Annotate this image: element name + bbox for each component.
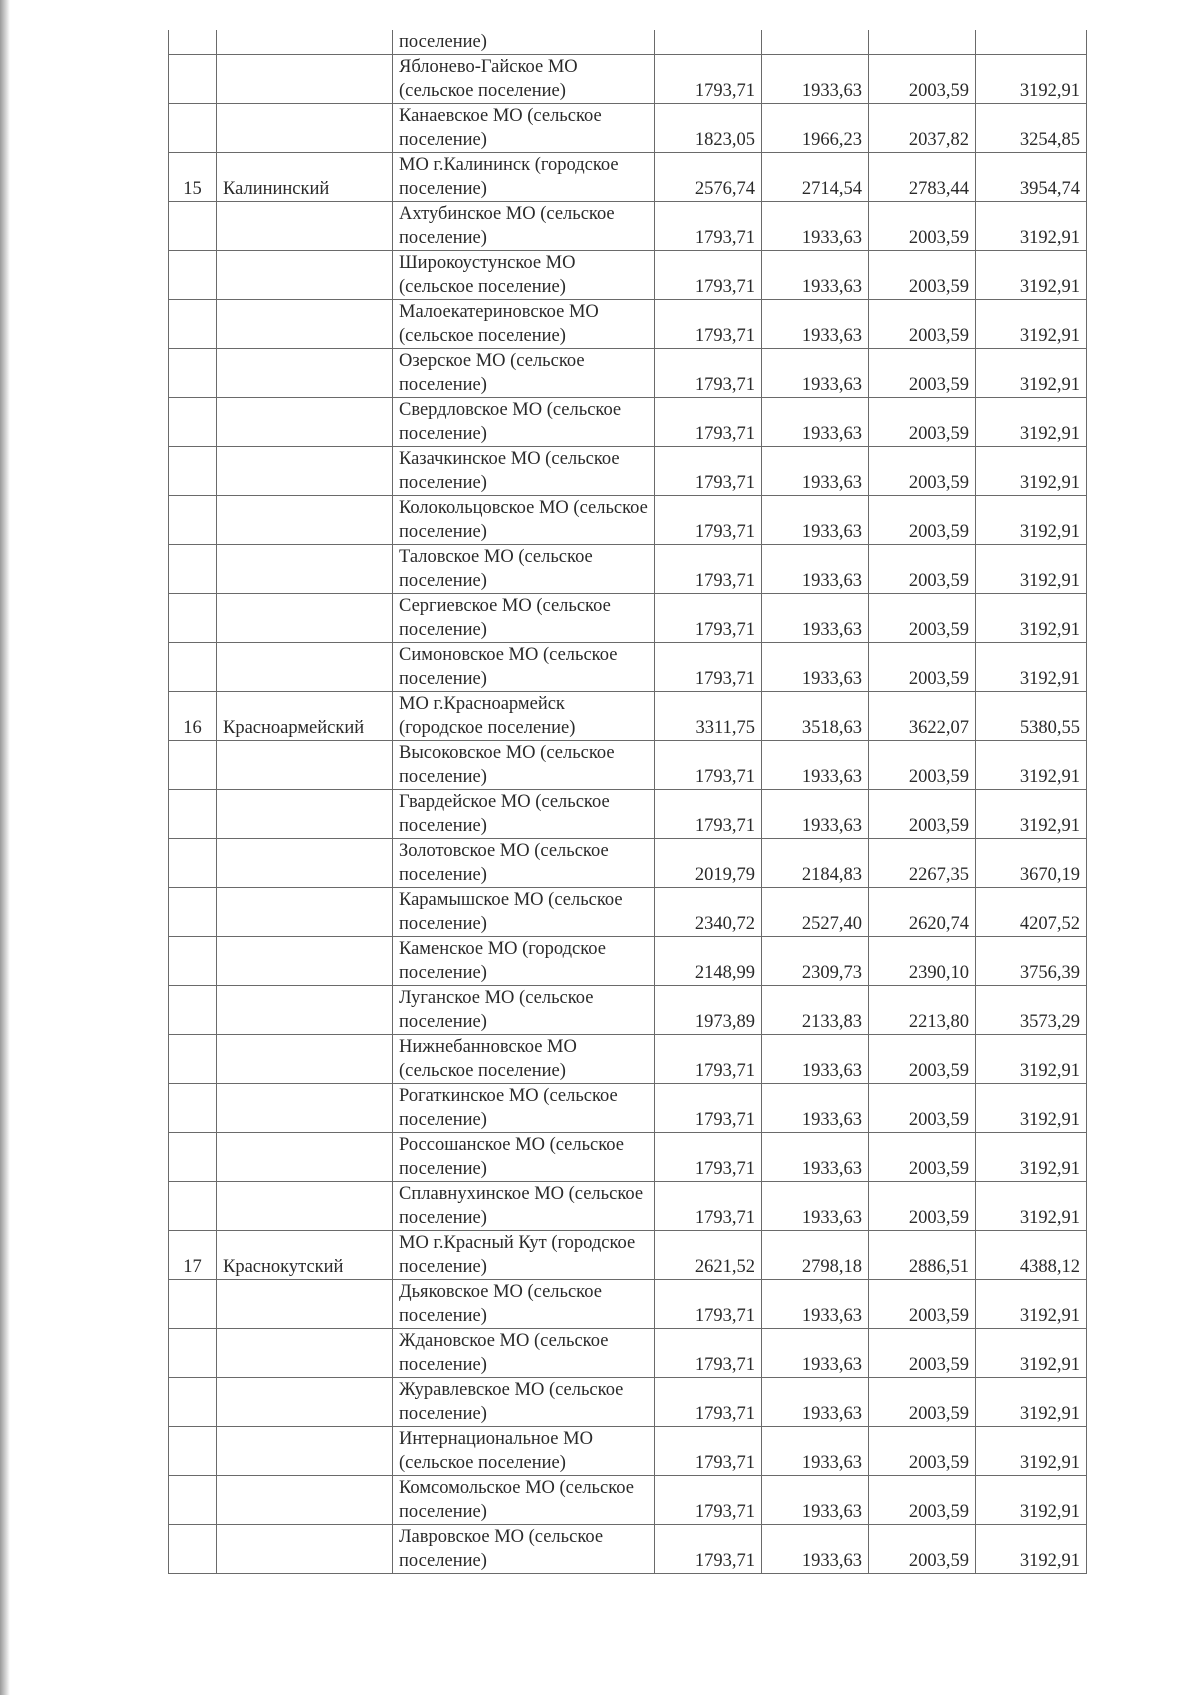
- row-number-cell: [169, 300, 217, 349]
- table-row: [169, 104, 1087, 153]
- row-number-cell: [169, 202, 217, 251]
- municipality-cell: Широкоустунское МО (сельское поселение): [393, 251, 655, 300]
- table-row: [169, 1378, 1087, 1427]
- value-cell-4: 3192,91: [976, 398, 1087, 447]
- value-cell-3: 2003,59: [869, 349, 976, 398]
- district-cell: [217, 545, 393, 594]
- table-row: [169, 1035, 1087, 1084]
- value-cell-4: 3192,91: [976, 545, 1087, 594]
- value-cell-1: 2576,74: [655, 153, 762, 202]
- value-cell-3: 2003,59: [869, 1280, 976, 1329]
- district-cell: Краснокутский: [217, 1231, 393, 1280]
- municipality-cell: Симоновское МО (сельское поселение): [393, 643, 655, 692]
- row-number-cell: [169, 30, 217, 55]
- value-cell-1: 1793,71: [655, 1329, 762, 1378]
- value-cell-1: 1793,71: [655, 55, 762, 104]
- value-cell-3: 2003,59: [869, 447, 976, 496]
- municipality-cell: Яблонево-Гайское МО (сельское поселение): [393, 55, 655, 104]
- value-cell-1: 1793,71: [655, 1476, 762, 1525]
- municipality-cell: Дьяковское МО (сельское поселение): [393, 1280, 655, 1329]
- value-cell-1: 1793,71: [655, 447, 762, 496]
- value-cell-4: 3192,91: [976, 1378, 1087, 1427]
- row-number-cell: 17: [169, 1231, 217, 1280]
- row-number-cell: [169, 447, 217, 496]
- value-cell-2: 1966,23: [762, 104, 869, 153]
- value-cell-2: 2133,83: [762, 986, 869, 1035]
- district-cell: [217, 839, 393, 888]
- value-cell-4: 3192,91: [976, 349, 1087, 398]
- value-cell-2: 1933,63: [762, 1476, 869, 1525]
- value-cell-2: 2309,73: [762, 937, 869, 986]
- value-cell-3: 2003,59: [869, 251, 976, 300]
- value-cell-4: 3192,91: [976, 1133, 1087, 1182]
- value-cell-2: 1933,63: [762, 447, 869, 496]
- municipality-cell: МО г.Красноармейск (городское поселение): [393, 692, 655, 741]
- value-cell-4: 3192,91: [976, 741, 1087, 790]
- district-cell: [217, 1378, 393, 1427]
- value-cell-3: 3622,07: [869, 692, 976, 741]
- municipality-cell: МО г.Калининск (городское поселение): [393, 153, 655, 202]
- value-cell-4: 5380,55: [976, 692, 1087, 741]
- table-row: [169, 1329, 1087, 1378]
- municipality-cell: Канаевское МО (сельское поселение): [393, 104, 655, 153]
- table-row: [169, 692, 1087, 741]
- value-cell-4: 3192,91: [976, 55, 1087, 104]
- value-cell-2: 2184,83: [762, 839, 869, 888]
- value-cell-2: 2798,18: [762, 1231, 869, 1280]
- district-cell: [217, 55, 393, 104]
- municipality-cell: поселение): [393, 30, 655, 55]
- value-cell-4: 3192,91: [976, 251, 1087, 300]
- value-cell-4: 3192,91: [976, 1525, 1087, 1574]
- table-row: [169, 545, 1087, 594]
- value-cell-4: 3192,91: [976, 447, 1087, 496]
- document-page: [168, 30, 1086, 1574]
- row-number-cell: [169, 888, 217, 937]
- table-row: [169, 30, 1087, 55]
- value-cell-3: 2003,59: [869, 1329, 976, 1378]
- municipality-cell: Лавровское МО (сельское поселение): [393, 1525, 655, 1574]
- value-cell-1: 1793,71: [655, 741, 762, 790]
- district-cell: [217, 300, 393, 349]
- value-cell-2: 3518,63: [762, 692, 869, 741]
- municipality-cell: Каменское МО (городское поселение): [393, 937, 655, 986]
- value-cell-2: 1933,63: [762, 1378, 869, 1427]
- municipality-cell: Ахтубинское МО (сельское поселение): [393, 202, 655, 251]
- value-cell-4: 3192,91: [976, 1427, 1087, 1476]
- value-cell-3: [869, 30, 976, 55]
- municipality-cell: Рогаткинское МО (сельское поселение): [393, 1084, 655, 1133]
- table-row: [169, 349, 1087, 398]
- value-cell-2: 1933,63: [762, 1280, 869, 1329]
- value-cell-4: 4388,12: [976, 1231, 1087, 1280]
- value-cell-3: 2003,59: [869, 790, 976, 839]
- row-number-cell: [169, 986, 217, 1035]
- value-cell-1: 1793,71: [655, 1525, 762, 1574]
- row-number-cell: 15: [169, 153, 217, 202]
- municipality-cell: Таловское МО (сельское поселение): [393, 545, 655, 594]
- value-cell-3: 2003,59: [869, 643, 976, 692]
- municipality-cell: Россошанское МО (сельское поселение): [393, 1133, 655, 1182]
- municipality-cell: Журавлевское МО (сельское поселение): [393, 1378, 655, 1427]
- table-row: [169, 300, 1087, 349]
- value-cell-1: 1793,71: [655, 790, 762, 839]
- district-cell: [217, 1182, 393, 1231]
- value-cell-2: 1933,63: [762, 1329, 869, 1378]
- value-cell-1: 1793,71: [655, 545, 762, 594]
- value-cell-4: 3192,91: [976, 1476, 1087, 1525]
- value-cell-1: 1793,71: [655, 1133, 762, 1182]
- value-cell-4: 3192,91: [976, 790, 1087, 839]
- municipality-cell: Свердловское МО (сельское поселение): [393, 398, 655, 447]
- row-number-cell: [169, 1525, 217, 1574]
- municipality-cell: Колокольцовское МО (сельское поселение): [393, 496, 655, 545]
- row-number-cell: 16: [169, 692, 217, 741]
- value-cell-2: 1933,63: [762, 1035, 869, 1084]
- row-number-cell: [169, 349, 217, 398]
- district-cell: Красноармейский: [217, 692, 393, 741]
- value-cell-2: [762, 30, 869, 55]
- value-cell-3: 2003,59: [869, 398, 976, 447]
- value-cell-4: 3192,91: [976, 202, 1087, 251]
- value-cell-1: 1793,71: [655, 300, 762, 349]
- district-cell: [217, 30, 393, 55]
- table-row: [169, 398, 1087, 447]
- value-cell-3: 2783,44: [869, 153, 976, 202]
- municipality-cell: Сплавнухинское МО (сельское поселение): [393, 1182, 655, 1231]
- row-number-cell: [169, 1280, 217, 1329]
- municipality-cell: Малоекатериновское МО (сельское поселение): [393, 300, 655, 349]
- row-number-cell: [169, 937, 217, 986]
- value-cell-4: 3670,19: [976, 839, 1087, 888]
- value-cell-3: 2620,74: [869, 888, 976, 937]
- table-row: [169, 55, 1087, 104]
- value-cell-4: 3756,39: [976, 937, 1087, 986]
- row-number-cell: [169, 1427, 217, 1476]
- value-cell-4: 3954,74: [976, 153, 1087, 202]
- value-cell-4: 3192,91: [976, 643, 1087, 692]
- value-cell-3: 2003,59: [869, 1084, 976, 1133]
- district-cell: [217, 888, 393, 937]
- value-cell-4: 3192,91: [976, 1182, 1087, 1231]
- value-cell-3: 2003,59: [869, 594, 976, 643]
- district-cell: [217, 986, 393, 1035]
- table-row: [169, 1182, 1087, 1231]
- table-row: [169, 741, 1087, 790]
- row-number-cell: [169, 545, 217, 594]
- value-cell-1: 1793,71: [655, 1084, 762, 1133]
- value-cell-1: 2340,72: [655, 888, 762, 937]
- row-number-cell: [169, 496, 217, 545]
- value-cell-3: 2003,59: [869, 1476, 976, 1525]
- value-cell-4: 3192,91: [976, 1084, 1087, 1133]
- value-cell-2: 1933,63: [762, 496, 869, 545]
- value-cell-3: 2886,51: [869, 1231, 976, 1280]
- district-cell: [217, 349, 393, 398]
- table-row: [169, 1231, 1087, 1280]
- row-number-cell: [169, 1329, 217, 1378]
- district-cell: [217, 202, 393, 251]
- district-cell: [217, 1035, 393, 1084]
- district-cell: [217, 251, 393, 300]
- table-row: [169, 1133, 1087, 1182]
- district-cell: [217, 594, 393, 643]
- value-cell-3: 2003,59: [869, 1035, 976, 1084]
- table-row: [169, 594, 1087, 643]
- value-cell-3: 2267,35: [869, 839, 976, 888]
- value-cell-1: 1823,05: [655, 104, 762, 153]
- value-cell-1: [655, 30, 762, 55]
- row-number-cell: [169, 741, 217, 790]
- value-cell-2: 2714,54: [762, 153, 869, 202]
- table-row: [169, 153, 1087, 202]
- row-number-cell: [169, 55, 217, 104]
- row-number-cell: [169, 398, 217, 447]
- district-cell: [217, 1280, 393, 1329]
- row-number-cell: [169, 1084, 217, 1133]
- value-cell-1: 1973,89: [655, 986, 762, 1035]
- value-cell-1: 2148,99: [655, 937, 762, 986]
- value-cell-2: 1933,63: [762, 251, 869, 300]
- value-cell-1: 1793,71: [655, 594, 762, 643]
- value-cell-2: 1933,63: [762, 643, 869, 692]
- municipality-cell: Нижнебанновское МО (сельское поселение): [393, 1035, 655, 1084]
- district-cell: [217, 496, 393, 545]
- value-cell-1: 1793,71: [655, 251, 762, 300]
- value-cell-4: 3192,91: [976, 300, 1087, 349]
- value-cell-4: 3254,85: [976, 104, 1087, 153]
- value-cell-3: 2003,59: [869, 741, 976, 790]
- municipality-cell: Гвардейское МО (сельское поселение): [393, 790, 655, 839]
- value-cell-3: 2003,59: [869, 1525, 976, 1574]
- tariff-table: [168, 30, 1087, 1574]
- value-cell-2: 1933,63: [762, 55, 869, 104]
- district-cell: [217, 447, 393, 496]
- value-cell-1: 2621,52: [655, 1231, 762, 1280]
- value-cell-4: 3192,91: [976, 594, 1087, 643]
- scan-edge-shadow: [0, 0, 10, 1695]
- row-number-cell: [169, 1133, 217, 1182]
- value-cell-1: 3311,75: [655, 692, 762, 741]
- value-cell-3: 2037,82: [869, 104, 976, 153]
- value-cell-3: 2003,59: [869, 55, 976, 104]
- district-cell: [217, 937, 393, 986]
- district-cell: [217, 1476, 393, 1525]
- value-cell-2: 1933,63: [762, 1182, 869, 1231]
- table-row: [169, 1084, 1087, 1133]
- value-cell-3: 2003,59: [869, 545, 976, 594]
- municipality-cell: Казачкинское МО (сельское поселение): [393, 447, 655, 496]
- district-cell: [217, 1525, 393, 1574]
- value-cell-2: 1933,63: [762, 1133, 869, 1182]
- value-cell-3: 2003,59: [869, 496, 976, 545]
- table-row: [169, 1280, 1087, 1329]
- municipality-cell: Луганское МО (сельское поселение): [393, 986, 655, 1035]
- value-cell-3: 2390,10: [869, 937, 976, 986]
- table-row: [169, 888, 1087, 937]
- value-cell-1: 1793,71: [655, 349, 762, 398]
- value-cell-4: 3192,91: [976, 496, 1087, 545]
- value-cell-3: 2003,59: [869, 1427, 976, 1476]
- municipality-cell: Высоковское МО (сельское поселение): [393, 741, 655, 790]
- value-cell-2: 1933,63: [762, 790, 869, 839]
- value-cell-4: 3192,91: [976, 1280, 1087, 1329]
- value-cell-1: 1793,71: [655, 1280, 762, 1329]
- table-row: [169, 1525, 1087, 1574]
- row-number-cell: [169, 790, 217, 839]
- value-cell-4: [976, 30, 1087, 55]
- row-number-cell: [169, 643, 217, 692]
- district-cell: Калининский: [217, 153, 393, 202]
- value-cell-1: 1793,71: [655, 1378, 762, 1427]
- value-cell-4: 3192,91: [976, 1035, 1087, 1084]
- municipality-cell: Золотовское МО (сельское поселение): [393, 839, 655, 888]
- row-number-cell: [169, 1182, 217, 1231]
- district-cell: [217, 1084, 393, 1133]
- district-cell: [217, 790, 393, 839]
- value-cell-1: 1793,71: [655, 643, 762, 692]
- municipality-cell: Озерское МО (сельское поселение): [393, 349, 655, 398]
- value-cell-1: 1793,71: [655, 1427, 762, 1476]
- value-cell-2: 1933,63: [762, 398, 869, 447]
- value-cell-2: 1933,63: [762, 594, 869, 643]
- district-cell: [217, 1329, 393, 1378]
- value-cell-1: 1793,71: [655, 202, 762, 251]
- table-row: [169, 643, 1087, 692]
- table-row: [169, 202, 1087, 251]
- table-body: [169, 30, 1087, 1574]
- value-cell-2: 1933,63: [762, 349, 869, 398]
- row-number-cell: [169, 1378, 217, 1427]
- table-row: [169, 937, 1087, 986]
- district-cell: [217, 1133, 393, 1182]
- value-cell-1: 1793,71: [655, 1035, 762, 1084]
- municipality-cell: Комсомольское МО (сельское поселение): [393, 1476, 655, 1525]
- district-cell: [217, 741, 393, 790]
- table-row: [169, 447, 1087, 496]
- table-row: [169, 1476, 1087, 1525]
- row-number-cell: [169, 1035, 217, 1084]
- value-cell-2: 1933,63: [762, 300, 869, 349]
- district-cell: [217, 643, 393, 692]
- district-cell: [217, 104, 393, 153]
- table-row: [169, 251, 1087, 300]
- value-cell-2: 1933,63: [762, 202, 869, 251]
- table-row: [169, 496, 1087, 545]
- value-cell-1: 1793,71: [655, 1182, 762, 1231]
- value-cell-2: 1933,63: [762, 1525, 869, 1574]
- value-cell-4: 3192,91: [976, 1329, 1087, 1378]
- value-cell-3: 2003,59: [869, 202, 976, 251]
- value-cell-4: 4207,52: [976, 888, 1087, 937]
- value-cell-2: 1933,63: [762, 1427, 869, 1476]
- row-number-cell: [169, 251, 217, 300]
- municipality-cell: Ждановское МО (сельское поселение): [393, 1329, 655, 1378]
- municipality-cell: Карамышское МО (сельское поселение): [393, 888, 655, 937]
- row-number-cell: [169, 104, 217, 153]
- value-cell-3: 2213,80: [869, 986, 976, 1035]
- value-cell-2: 2527,40: [762, 888, 869, 937]
- table-row: [169, 790, 1087, 839]
- value-cell-1: 2019,79: [655, 839, 762, 888]
- value-cell-2: 1933,63: [762, 545, 869, 594]
- value-cell-4: 3573,29: [976, 986, 1087, 1035]
- row-number-cell: [169, 594, 217, 643]
- value-cell-2: 1933,63: [762, 741, 869, 790]
- district-cell: [217, 398, 393, 447]
- municipality-cell: Сергиевское МО (сельское поселение): [393, 594, 655, 643]
- value-cell-3: 2003,59: [869, 300, 976, 349]
- row-number-cell: [169, 839, 217, 888]
- table-row: [169, 986, 1087, 1035]
- table-row: [169, 839, 1087, 888]
- value-cell-1: 1793,71: [655, 398, 762, 447]
- value-cell-3: 2003,59: [869, 1378, 976, 1427]
- table-row: [169, 1427, 1087, 1476]
- value-cell-3: 2003,59: [869, 1133, 976, 1182]
- municipality-cell: МО г.Красный Кут (городское поселение): [393, 1231, 655, 1280]
- value-cell-1: 1793,71: [655, 496, 762, 545]
- row-number-cell: [169, 1476, 217, 1525]
- value-cell-2: 1933,63: [762, 1084, 869, 1133]
- municipality-cell: Интернациональное МО (сельское поселение): [393, 1427, 655, 1476]
- value-cell-3: 2003,59: [869, 1182, 976, 1231]
- district-cell: [217, 1427, 393, 1476]
